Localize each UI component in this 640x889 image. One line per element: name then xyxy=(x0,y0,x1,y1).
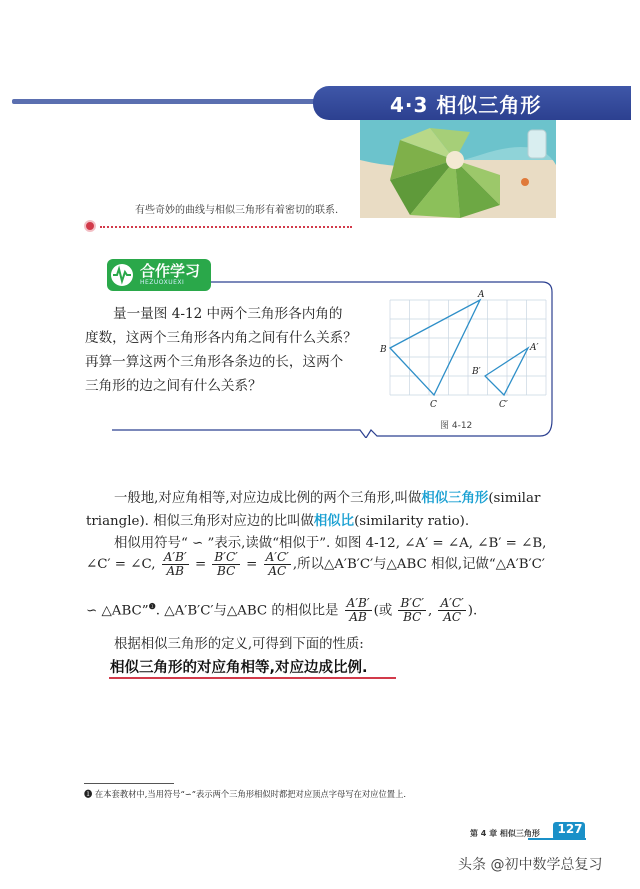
label-A2: A′ xyxy=(530,343,539,353)
text: ). xyxy=(467,603,478,619)
property-statement: 相似三角形的对应角相等,对应边成比例. xyxy=(110,660,368,676)
ratio-line: ∠C′ = ∠C, $\frac{A'B'}{AB}$ = $\frac{B'C'}{BC}$ = $\frac{A'C'}{AC}$ ,所以△A′B′C′与△ABC 相似,记做“△A′B′C′ xyxy=(86,550,545,578)
text: triangle). 相似三角形对应边的比叫做 xyxy=(86,514,314,529)
text: (或 xyxy=(373,603,393,619)
fraction: $\frac{B'C'}{BC}$ xyxy=(400,596,424,625)
footnote-marker: ❶ xyxy=(148,601,156,611)
ratio-statement xyxy=(86,595,566,624)
label-C2: C′ xyxy=(499,400,508,410)
coop-line: 再算一算这两个三角形各条边的长，这两个 xyxy=(85,354,344,370)
watermark: 头条 @初中数学总复习 xyxy=(458,857,603,873)
coop-text xyxy=(85,302,375,398)
text: (similarity ratio). xyxy=(354,514,470,529)
label-B2: B′ xyxy=(472,367,481,377)
label-C: C xyxy=(430,400,437,410)
figure-4-12 xyxy=(378,288,548,438)
text: 相似用符号“ ∽ ”表示,读做“相似于”. 如图 4-12, ∠A′ = ∠A, ∠B′ = ∠B, xyxy=(114,536,547,551)
text: ∽ △ABC” xyxy=(86,603,149,619)
fraction: $\frac{A'C'}{AC}$ xyxy=(440,596,464,625)
footnote: ❶ 在本套教材中,当用符号“∽”表示两个三角形相似时都把对应顶点字母写在对应位置上. xyxy=(84,789,407,799)
definition-paragraph xyxy=(86,487,566,555)
fraction: $\frac{A'B'}{AB}$ xyxy=(346,596,370,625)
coop-subtitle: HEZUOXUEXI xyxy=(140,279,185,286)
coop-title: 合作学习 xyxy=(140,262,201,280)
chapter-label: 第 4 章 相似三角形 xyxy=(470,829,540,838)
triangle-abc xyxy=(390,300,480,395)
dotted-divider xyxy=(100,226,352,228)
photo-caption: 有些奇妙的曲线与相似三角形有着密切的联系. xyxy=(135,205,339,216)
term-similarity-ratio: 相似比 xyxy=(313,513,355,529)
text: ,所以△A′B′C′与△ABC 相似,记做“△A′B′C′ xyxy=(292,557,545,572)
label-B: B xyxy=(380,345,387,355)
header-rule xyxy=(12,99,322,104)
label-A: A xyxy=(478,290,485,300)
grid xyxy=(390,300,546,395)
fraction: $\frac{A'B'}{AB}$ xyxy=(163,550,187,578)
coop-line: 度数，这两个三角形各内角之间有什么关系？ xyxy=(85,330,357,346)
text: , xyxy=(427,603,433,619)
fraction: $\frac{B'C'}{BC}$ xyxy=(214,550,238,578)
text: . △A′B′C′与△ABC 的相似比是 xyxy=(155,603,339,619)
text: 一般地,对应角相等,对应边成比例的两个三角形,叫做 xyxy=(114,491,422,506)
property-underline xyxy=(109,677,396,679)
coop-line: 三角形的边之间有什么关系？ xyxy=(85,378,262,394)
bullet-marker xyxy=(84,220,96,232)
page-number: 127 xyxy=(557,822,583,836)
fraction: $\frac{A'C'}{AC}$ xyxy=(265,550,289,578)
text: (similar xyxy=(488,491,541,506)
section-title: 4·3 相似三角形 xyxy=(390,93,542,117)
property-intro xyxy=(86,634,566,656)
coop-line: 量一量图 4-12 中两个三角形各内角的 xyxy=(113,306,343,322)
shell-photo xyxy=(360,120,556,218)
figure-caption: 图 4-12 xyxy=(440,421,473,431)
triangle-a2b2c2 xyxy=(485,348,528,395)
footnote-rule xyxy=(84,783,174,784)
text: ∠C′ = ∠C, xyxy=(86,557,156,572)
text: 根据相似三角形的定义,可得到下面的性质: xyxy=(114,637,364,652)
page-tab-tail xyxy=(528,838,586,840)
term-similar-triangle: 相似三角形 xyxy=(421,490,489,506)
